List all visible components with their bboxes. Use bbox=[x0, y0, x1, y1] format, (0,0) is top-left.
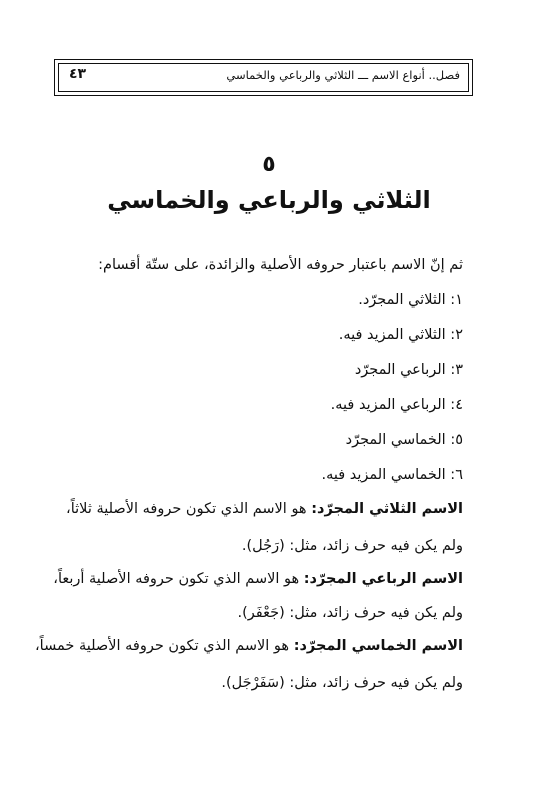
definition-term: الاسم الخماسي المجرّد: bbox=[293, 638, 463, 654]
page-number: ٤٣ bbox=[69, 66, 87, 82]
list-item: ٤: الرباعي المزيد فيه. bbox=[330, 397, 463, 413]
definition-line bbox=[53, 571, 463, 587]
list-item: ٢: الثلاثي المزيد فيه. bbox=[338, 327, 463, 343]
chapter-number: ٥ bbox=[262, 152, 276, 177]
list-item: ٦: الخماسي المزيد فيه. bbox=[321, 467, 463, 483]
definition-line: ولم يكن فيه حرف زائد، مثل: (رَجُل). bbox=[241, 538, 463, 554]
definition-text: هو الاسم الذي تكون حروفه الأصلية ثلاثاً، bbox=[66, 501, 307, 517]
definition-line: ولم يكن فيه حرف زائد، مثل: (جَعْفَر). bbox=[237, 605, 463, 621]
running-header bbox=[54, 59, 473, 96]
list-item: ١: الثلاثي المجرّد. bbox=[358, 292, 463, 308]
list-item: ٥: الخماسي المجرّد bbox=[345, 432, 463, 448]
definition-text: هو الاسم الذي تكون حروفه الأصلية خمساً، bbox=[34, 638, 290, 654]
definition-term: الاسم الثلاثي المجرّد: bbox=[311, 501, 463, 517]
intro-paragraph: ثم إنّ الاسم باعتبار حروفه الأصلية والزائدة، على ستّة أقسام: bbox=[98, 257, 463, 273]
definition-line bbox=[63, 501, 463, 517]
chapter-title: الثلاثي والرباعي والخماسي bbox=[107, 186, 431, 214]
definition-line bbox=[34, 638, 463, 654]
running-header-title: فصل.. أنواع الاسم ـــ الثلاثي والرباعي والخماسي bbox=[226, 68, 460, 82]
list-item: ٣: الرباعي المجرّد bbox=[354, 362, 463, 378]
definition-text: هو الاسم الذي تكون حروفه الأصلية أربعاً، bbox=[53, 571, 300, 587]
definition-term: الاسم الرباعي المجرّد: bbox=[303, 571, 463, 587]
definition-line: ولم يكن فيه حرف زائد، مثل: (سَفَرْجَل). bbox=[221, 675, 463, 691]
